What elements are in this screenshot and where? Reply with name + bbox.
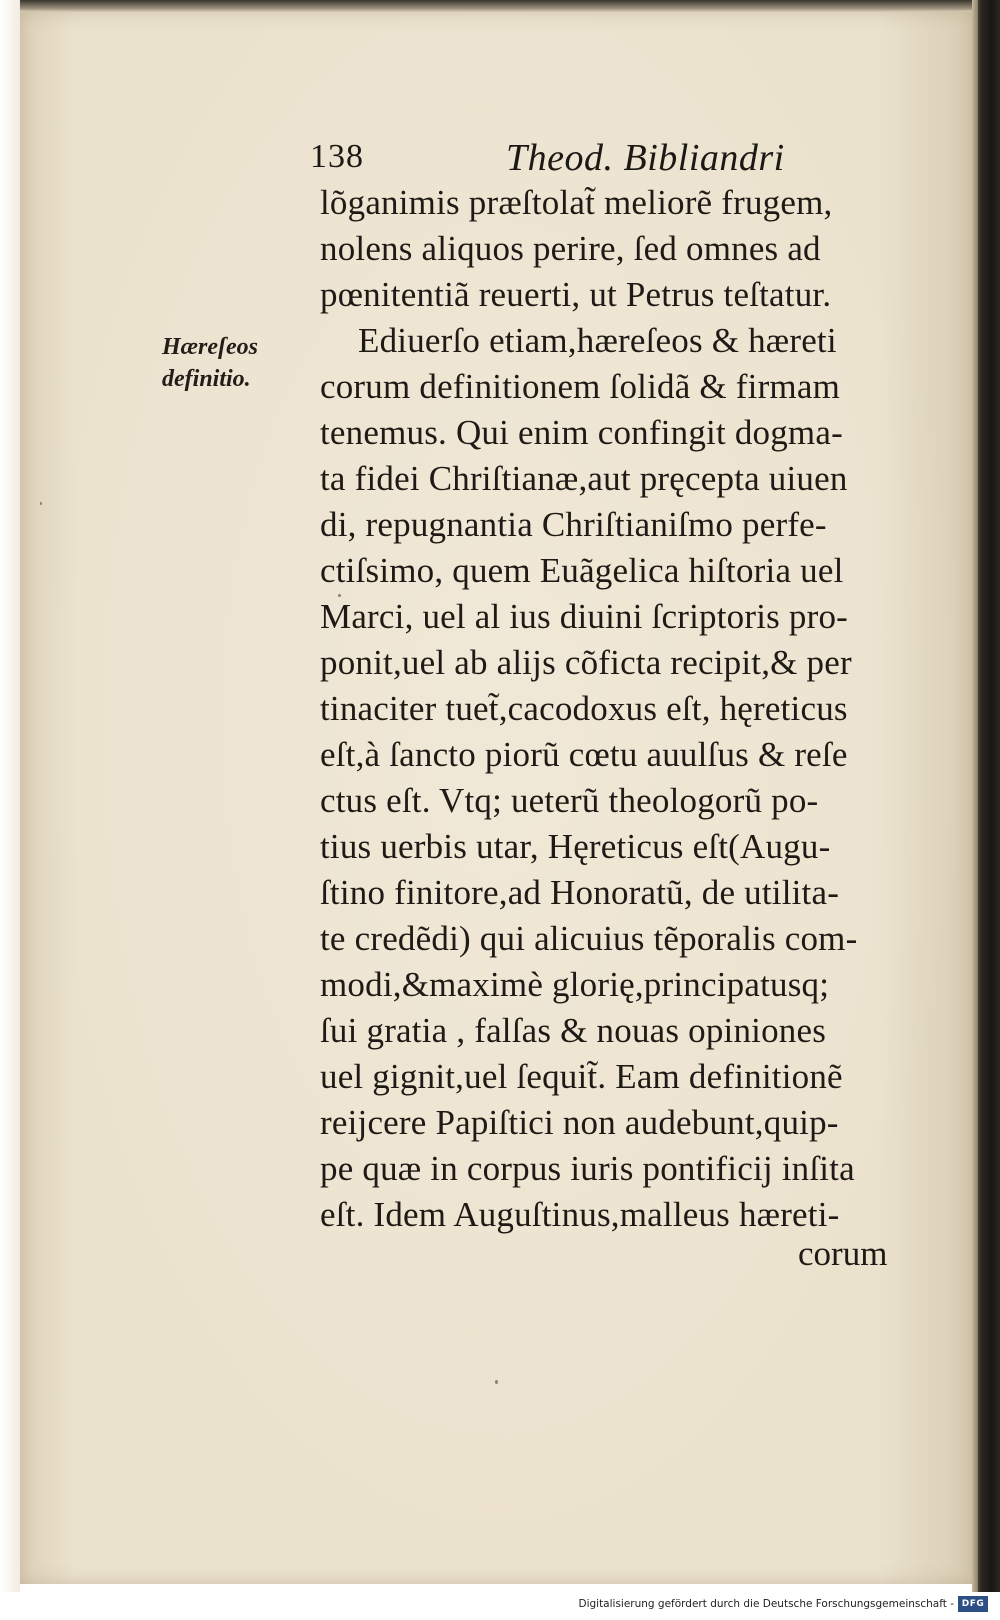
text-line-23: eſt. Idem Auguſtinus,malleus hæreti- bbox=[320, 1195, 840, 1234]
text-line-9: ctiſsimo, quem Euãgelica hiſtoria uel bbox=[320, 551, 844, 590]
paper-speck bbox=[338, 594, 341, 597]
book-page bbox=[20, 12, 972, 1584]
page-fore-edge bbox=[972, 0, 978, 1592]
text-line-18: modi,&maximè glorię,principatusq; bbox=[320, 965, 830, 1004]
text-line-13: eſt,à ſancto piorũ cœtu auulſus & reſe bbox=[320, 735, 848, 774]
funding-credit: Digitalisierung gefördert durch die Deutsche Forschungsgemeinschaft - bbox=[578, 1598, 954, 1610]
text-line-17: te credẽdi) qui alicuius tẽporalis com- bbox=[320, 919, 858, 958]
text-line-1: lõganimis præſtolat̃ meliorẽ frugem, bbox=[320, 183, 833, 222]
text-line-6: tenemus. Qui enim confingit dogma- bbox=[320, 413, 843, 452]
text-line-12: tinaciter tuet̃,cacodoxus eſt, hęreticus bbox=[320, 689, 848, 728]
page-number: 138 bbox=[310, 138, 364, 175]
text-line-20: uel gignit,uel ſequit̃. Eam definitionẽ bbox=[320, 1057, 843, 1096]
text-line-10: Marci, uel al ius diuini ſcriptoris pro- bbox=[320, 597, 849, 636]
text-line-19: ſui gratia , falſas & nouas opiniones bbox=[320, 1011, 827, 1050]
text-line-7: ta fidei Chriſtianæ,aut pręcepta uiuen bbox=[320, 459, 848, 498]
running-header bbox=[310, 134, 790, 184]
text-line-14: ctus eſt. Vtq; ueterũ theologorũ po- bbox=[320, 781, 819, 820]
text-line-2: nolens aliquos perire, ſed omnes ad bbox=[320, 229, 821, 268]
margin-note-line2: definitio. bbox=[162, 366, 251, 392]
catchword: corum bbox=[798, 1234, 888, 1273]
dfg-logo: DFG bbox=[958, 1596, 988, 1612]
text-line-8: di, repugnantia Chriſtianiſmo perfe- bbox=[320, 505, 827, 544]
text-line-21: reijcere Papiſtici non audebunt,quip- bbox=[320, 1103, 839, 1142]
text-line-5: corum definitionem ſolidã & firmam bbox=[320, 367, 841, 406]
margin-note-line1: Hæreſeos bbox=[162, 334, 258, 360]
paper-speck bbox=[40, 502, 42, 505]
text-line-22: pe quæ in corpus iuris pontificij inſita bbox=[320, 1149, 855, 1188]
text-line-15: tius uerbis utar, Hęreticus eſt(Augu- bbox=[320, 827, 831, 866]
text-line-11: ponit,uel ab alijs cõficta recipit,& per bbox=[320, 643, 852, 682]
text-line-16: ſtino finitore,ad Honoratũ, de utilita- bbox=[320, 873, 840, 912]
page-top-edge bbox=[0, 0, 1000, 12]
text-line-3: pœnitentiã reuerti, ut Petrus teſtatur. bbox=[320, 275, 832, 314]
digitization-footer bbox=[0, 1592, 1000, 1620]
paper-speck bbox=[495, 1380, 498, 1384]
text-line-4: Ediuerſo etiam,hæreſeos & hæreti bbox=[358, 321, 837, 360]
page-left-margin bbox=[0, 0, 20, 1592]
running-head-title: Theod. Bibliandri bbox=[506, 137, 785, 179]
